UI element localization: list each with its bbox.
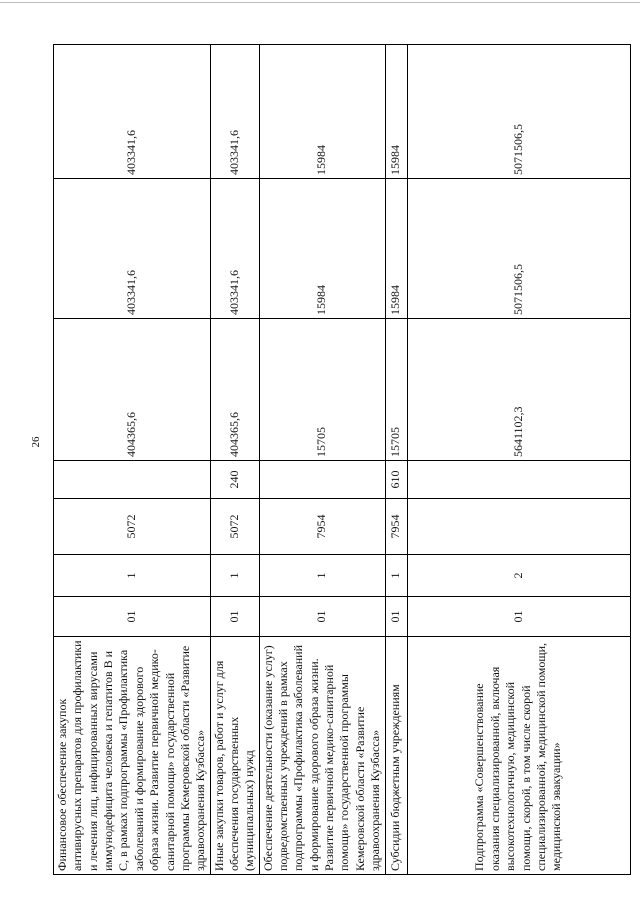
expense-type-code xyxy=(407,461,630,499)
row-name: Иные закупки товаров, работ и услуг для обеспечения государственных (муниципальных) нужд xyxy=(210,637,259,875)
budget-table xyxy=(53,44,631,875)
program-code: 01 xyxy=(259,597,385,637)
value-year-2: 403341,6 xyxy=(54,179,211,319)
expense-type-code xyxy=(259,461,385,499)
direction-code xyxy=(407,499,630,555)
page-number: 26 xyxy=(30,436,42,448)
value-year-3: 15984 xyxy=(259,45,385,179)
value-year-3: 403341,6 xyxy=(210,45,259,179)
value-year-1: 15705 xyxy=(259,319,385,461)
direction-code: 5072 xyxy=(54,499,211,555)
value-year-3: 5071506,5 xyxy=(407,45,630,179)
expense-type-code: 240 xyxy=(210,461,259,499)
value-year-2: 403341,6 xyxy=(210,179,259,319)
rotated-table-container xyxy=(53,45,621,875)
table-row xyxy=(407,45,630,875)
program-code: 01 xyxy=(54,597,211,637)
direction-code: 7954 xyxy=(385,499,407,555)
row-name: Финансовое обеспечение закупок антивирусных препаратов для профилактики и лечения лиц, инфицированных вирусами иммунодефицита человека и гепатитов В и С, в рамках подпрограммы «Профилактика заболеваний и формирование здорового образа жизни. Развитие первичной медико-санитарной помощи» государственной программы Кемеровской области «Развитие здравоохранения Кузбасса» xyxy=(54,637,211,875)
row-name: Подпрограмма «Совершенствование оказания специализированной, включая высокотехнологичную, медицинской помощи, скорой, в том числе скорой специализированной, медицинской помощи, медицинской эвакуации» xyxy=(407,637,630,875)
program-code: 01 xyxy=(385,597,407,637)
value-year-3: 403341,6 xyxy=(54,45,211,179)
scan-edge-line xyxy=(0,2,640,3)
table-row xyxy=(259,45,385,875)
program-code: 01 xyxy=(407,597,630,637)
expense-type-code xyxy=(54,461,211,499)
program-code: 01 xyxy=(210,597,259,637)
value-year-1: 15705 xyxy=(385,319,407,461)
row-name: Обеспечение деятельности (оказание услуг) подведомственных учреждений в рамках подпрограммы «Профилактика заболеваний и формирование здорового образа жизни. Развитие первичной медико-санитарной помощи» государственной программы Кемеровской области «Развитие здравоохранения Кузбасса» xyxy=(259,637,385,875)
subprogram-code: 1 xyxy=(210,555,259,597)
subprogram-code: 1 xyxy=(54,555,211,597)
subprogram-code: 1 xyxy=(385,555,407,597)
value-year-1: 5641102,3 xyxy=(407,319,630,461)
table-row xyxy=(210,45,259,875)
subprogram-code: 1 xyxy=(259,555,385,597)
value-year-2: 15984 xyxy=(259,179,385,319)
table-row xyxy=(385,45,407,875)
value-year-3: 15984 xyxy=(385,45,407,179)
direction-code: 5072 xyxy=(210,499,259,555)
value-year-1: 404365,6 xyxy=(54,319,211,461)
table-row xyxy=(54,45,211,875)
value-year-2: 15984 xyxy=(385,179,407,319)
value-year-1: 404365,6 xyxy=(210,319,259,461)
expense-type-code: 610 xyxy=(385,461,407,499)
row-name: Субсидии бюджетным учреждениям xyxy=(385,637,407,875)
direction-code: 7954 xyxy=(259,499,385,555)
subprogram-code: 2 xyxy=(407,555,630,597)
value-year-2: 5071506,5 xyxy=(407,179,630,319)
